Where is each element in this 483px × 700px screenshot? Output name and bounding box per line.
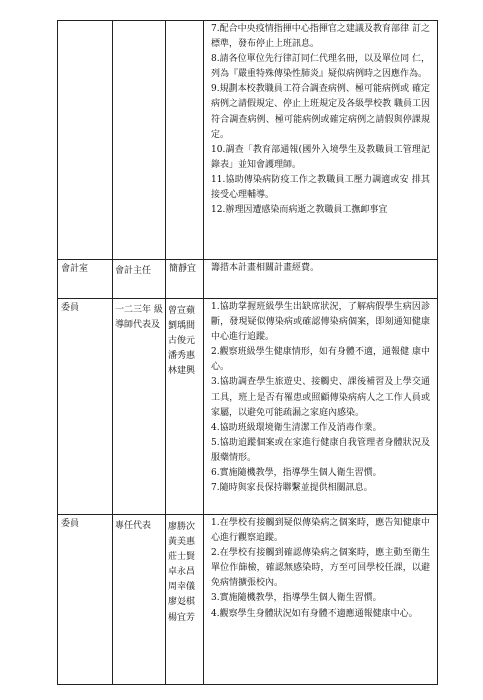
member-name: 林建興 <box>168 366 196 377</box>
unit-cell <box>58 260 113 299</box>
duty-item: 2.在學校有接觸到確認傳染病之個案時，應主動至衛生單位作篩檢，確認無感染時，方至可回學校任課，以避免病情擴張校內。 <box>211 548 430 589</box>
duty-item: 籌措本計畫相關計畫經費。 <box>211 263 320 273</box>
member-name: 劉瑀間 <box>168 321 196 332</box>
duty-item: 7.配合中央疫情指揮中心指揮官之建議及教育部律 訂之標準，發布停止上班訊息。 <box>211 24 430 50</box>
duties-cell <box>204 515 438 685</box>
member-name: 潘秀惠 <box>168 351 196 362</box>
member-name: 莊士賢 <box>168 552 196 563</box>
members-cell <box>166 515 204 685</box>
role-cell-text: 一二三年 級 導師代表及 <box>115 305 163 331</box>
duties-cell <box>204 299 438 515</box>
role-cell <box>113 515 166 685</box>
unit-cell <box>58 515 113 685</box>
member-name: 簡靜宜 <box>169 264 197 274</box>
member-name: 古俊元 <box>168 336 196 347</box>
duty-item: 8.請各位單位先行律訂同仁代理名冊，以及單位同 仁，列為『嚴重特殊傳染性肺炎』疑似病例時之因應作為。 <box>211 54 430 80</box>
duties-cell <box>204 21 438 260</box>
duty-item: 4.觀察學生身體狀況如有身體不適應通報健康中心。 <box>211 608 418 619</box>
unit-cell-text <box>58 21 112 25</box>
role-cell-text <box>113 21 165 29</box>
member-name: 廖彣棋 <box>168 597 196 608</box>
duty-item: 1.在學校有接觸到疑似傳染病之個案時，應告知健康中心進行觀察追蹤。 <box>211 518 430 544</box>
duty-item: 11.協助傳染病防疫工作之教職員工壓力調適或安 排其接受心理輔導。 <box>211 174 430 201</box>
members-cell <box>166 21 204 260</box>
duty-item: 2.觀察班級學生健康情形，如有身體不適，通報健 康中心。 <box>211 347 430 373</box>
member-name: 卓永昌 <box>168 567 196 578</box>
table-row <box>58 21 438 260</box>
duty-item: 7.隨時與家長保持聯繫並提供相關訊息。 <box>211 483 373 494</box>
duty-item: 3.實施隨機教學，指導學生個人衛生習慣。 <box>211 593 382 604</box>
members-cell <box>166 299 204 515</box>
duty-item: 10.調查「教育部通報(國外入境學生及教職員工管理記錄表」並知會護理師。 <box>211 144 430 170</box>
unit-cell-text: 會計室 <box>61 264 89 274</box>
role-cell <box>113 260 166 299</box>
member-name: 廖勝次 <box>168 522 196 532</box>
duty-item: 4.協助班級環境衛生清潔工作及消毒作業。 <box>211 422 382 433</box>
unit-cell <box>58 21 113 260</box>
duty-item: 3.協助調查學生旅遊史、接觸史、課後補習及上學交通工具，班上是否有罹患或照顧傳染病病人之工作人員或家屬，以避免可能疏漏之家庭內感染。 <box>211 377 430 418</box>
unit-cell-text: 委員 <box>61 303 80 313</box>
role-cell <box>113 21 166 260</box>
unit-cell-text: 委員 <box>61 519 80 529</box>
table-row <box>58 260 438 299</box>
responsibility-table <box>57 20 438 685</box>
unit-cell <box>58 299 113 515</box>
member-name: 黃美惠 <box>168 537 196 548</box>
member-name: 周幸儀 <box>168 582 196 593</box>
duties-cell <box>204 260 438 299</box>
duty-item: 9.規劃本校教職員工符合調查病例、極可能病例或 確定病例之請假規定、停止上班規定及各級學校教 職員工因符合調查病例、極可能病例或確定病例之請假與停課規定。 <box>211 84 430 140</box>
duty-item: 12.辦理因遭感染而病逝之教職員工撫卹事宜 <box>211 205 388 216</box>
table-row <box>58 299 438 515</box>
duty-item: 5.協助追蹤個案或在家進行健康自我管理者身體狀況及服藥情形。 <box>211 437 430 463</box>
member-name: 楊宜芳 <box>168 612 196 623</box>
role-cell-text: 會計主任 <box>115 266 152 276</box>
members-cell <box>166 260 204 299</box>
member-name: 曾宣蘋 <box>168 306 196 316</box>
role-cell-text: 專任代表 <box>115 521 152 531</box>
duty-item: 6.實施隨機教學，指導學生個人衛生習慣。 <box>211 468 382 479</box>
duty-item: 1.協助掌握班級學生出缺席狀況，了解病假學生病因診斷，發現疑似傳染病或確認傳染病個案，即刻通知健康中心進行追蹤。 <box>211 302 430 343</box>
table-row <box>58 515 438 685</box>
role-cell <box>113 299 166 515</box>
